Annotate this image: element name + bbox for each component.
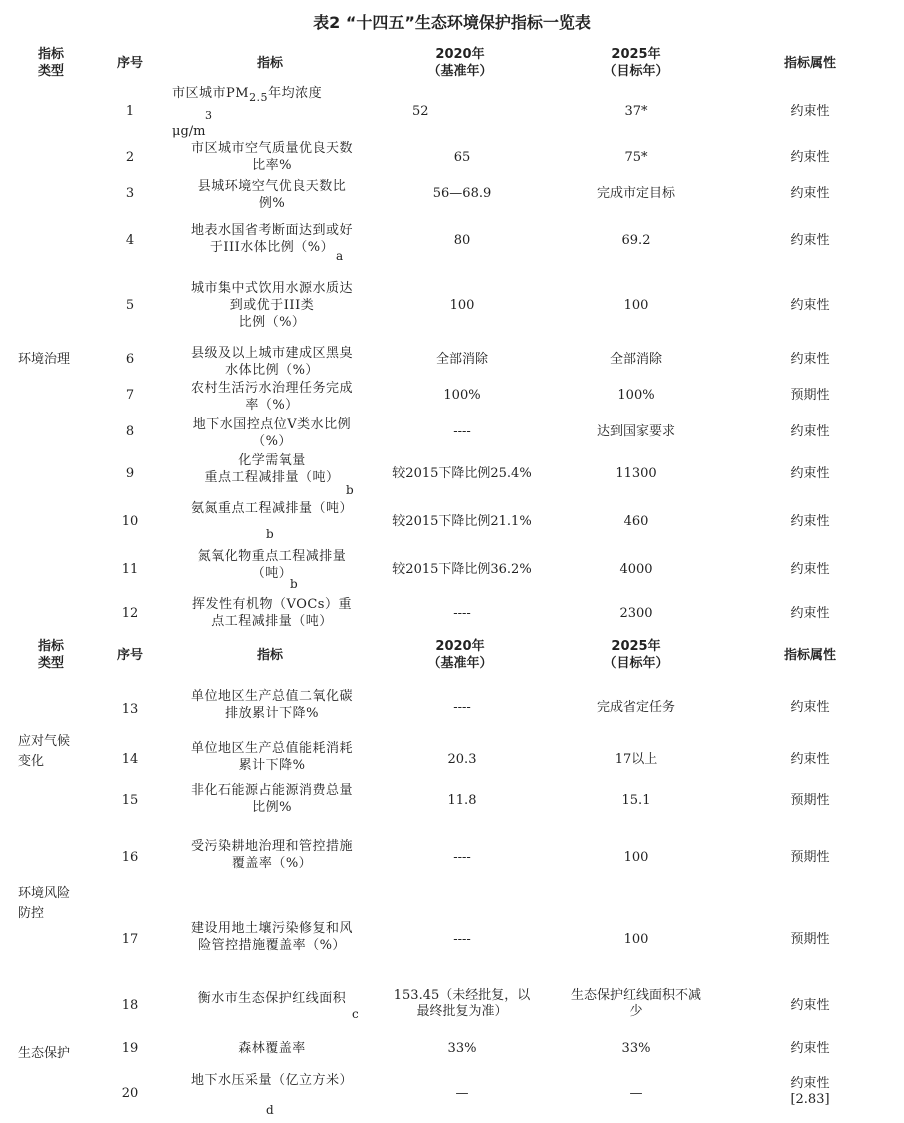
row-12-no: 12 (121, 606, 139, 621)
row-16-indicator: 受污染耕地治理和管控措施 覆盖率（%） (190, 839, 353, 871)
row-12-2025: 2300 (619, 606, 653, 621)
row-13-2025: 完成省定任务 (596, 700, 675, 715)
row-12-attribute: 约束性 (790, 606, 830, 621)
row-9-indicator: 化学需氧量 重点工程减排量（吨） (204, 453, 340, 485)
row-6-no: 6 (125, 352, 135, 367)
row-16-2020: ---- (453, 850, 471, 865)
row-10-2020: 较2015下降比例21.1% (392, 514, 532, 529)
row-13-no: 13 (121, 702, 139, 717)
row-12-indicator: 挥发性有机物（VOCs）重 点工程减排量（吨） (192, 597, 352, 629)
row-4-2020: 80 (453, 233, 471, 248)
row-10-no: 10 (121, 514, 139, 529)
row-6-attribute: 约束性 (790, 352, 830, 367)
row-3-2025: 完成市定目标 (596, 186, 675, 201)
row-4-indicator: 地表水国省考断面达到或好 于III水体比例（%） (190, 223, 353, 255)
row-4-no: 4 (125, 233, 135, 248)
row-13-attribute: 约束性 (790, 700, 830, 715)
header-2020: 2020年 （基准年） (427, 47, 493, 79)
row-1-indicator: 市区城市$PM_{2.5}$年均浓度 (172, 86, 323, 104)
row-18-attribute: 约束性 (790, 998, 830, 1013)
row-5-2025: 100 (623, 298, 649, 313)
row-4-attribute: 约束性 (790, 233, 830, 248)
row-5-2020: 100 (449, 298, 475, 313)
row-5-no: 5 (125, 298, 135, 313)
row-11-attribute: 约束性 (790, 562, 830, 577)
row-18-2025: 生态保护红线面积不减 少 (570, 988, 701, 1019)
category-ecological-protection: 生态保护 (18, 1046, 71, 1061)
row-10-note: b (266, 527, 274, 541)
header-no: 序号 (116, 56, 143, 71)
row-6-indicator: 县级及以上城市建成区黑臭 水体比例（%） (190, 346, 353, 378)
row-19-attribute: 约束性 (790, 1041, 830, 1056)
row-19-indicator: 森林覆盖率 (238, 1041, 306, 1056)
row-7-2025: 100% (617, 388, 655, 403)
row-14-2025: 17以上 (614, 752, 658, 767)
row-20-no: 20 (121, 1086, 139, 1101)
header-no: 序号 (116, 648, 143, 663)
row-18-note: c (352, 1007, 359, 1021)
row-9-2025: 11300 (615, 466, 657, 481)
row-14-indicator: 单位地区生产总值能耗消耗 累计下降% (190, 741, 353, 773)
row-11-2020: 较2015下降比例36.2% (392, 562, 532, 577)
row-11-indicator: 氮氧化物重点工程减排量 （吨） (197, 549, 347, 581)
row-10-2025: 460 (623, 514, 649, 529)
row-15-no: 15 (121, 793, 139, 808)
row-6-2025: 全部消除 (609, 352, 662, 367)
header-attribute: 指标属性 (783, 648, 836, 663)
row-3-no: 3 (125, 186, 135, 201)
row-9-note: b (346, 483, 354, 497)
row-4-note: a (336, 249, 344, 263)
row-1-2020: 52 (412, 104, 429, 119)
row-19-no: 19 (121, 1041, 139, 1056)
row-19-2020: 33% (447, 1041, 477, 1056)
row-11-no: 11 (121, 562, 139, 577)
row-16-attribute: 预期性 (790, 850, 830, 865)
table-title: 表2 “十四五”生态环境保护指标一览表 (313, 13, 591, 32)
row-17-2020: ---- (453, 932, 471, 947)
row-18-indicator: 衡水市生态保护红线面积 (197, 991, 347, 1006)
row-20-attribute: 约束性 [2.83] (790, 1076, 830, 1107)
row-16-2025: 100 (623, 850, 649, 865)
row-18-2020: 153.45（未经批复，以 最终批复为准） (393, 988, 531, 1019)
row-17-attribute: 预期性 (790, 932, 830, 947)
category-environment-governance: 环境治理 (18, 352, 71, 367)
row-2-2025: 75* (624, 150, 648, 165)
header-category: 指标 类型 (37, 47, 64, 79)
row-15-indicator: 非化石能源占能源消费总量 比例% (190, 783, 353, 815)
row-13-2020: ---- (453, 700, 471, 715)
row-14-no: 14 (121, 752, 139, 767)
row-14-2020: 20.3 (447, 752, 477, 767)
category-climate-change: 应对气候 变化 (18, 734, 71, 769)
row-20-note: d (266, 1103, 274, 1117)
header-2025: 2025年 （目标年） (603, 639, 669, 671)
row-19-2025: 33% (621, 1041, 651, 1056)
row-3-2020: 56—68.9 (432, 186, 492, 201)
row-1-no: 1 (125, 104, 135, 119)
row-1-attribute: 约束性 (790, 104, 830, 119)
row-16-no: 16 (121, 850, 139, 865)
row-1-2025: 37* (624, 104, 648, 119)
header-category: 指标 类型 (37, 639, 64, 671)
row-7-2020: 100% (443, 388, 481, 403)
row-8-2020: ---- (453, 424, 471, 439)
row-10-indicator: 氨氮重点工程减排量（吨） (190, 501, 353, 516)
row-12-2020: ---- (453, 606, 471, 621)
row-11-note: b (290, 577, 298, 591)
row-13-indicator: 单位地区生产总值二氧化碳 排放累计下降% (190, 689, 353, 721)
row-9-no: 9 (125, 466, 135, 481)
row-8-attribute: 约束性 (790, 424, 830, 439)
row-17-2025: 100 (623, 932, 649, 947)
row-7-attribute: 预期性 (790, 388, 830, 403)
row-1-superscript: 3 (205, 109, 212, 122)
row-15-2025: 15.1 (621, 793, 651, 808)
row-2-attribute: 约束性 (790, 150, 830, 165)
row-7-indicator: 农村生活污水治理任务完成 率（%） (190, 381, 353, 413)
row-2-no: 2 (125, 150, 135, 165)
row-2-2020: 65 (453, 150, 471, 165)
row-8-no: 8 (125, 424, 135, 439)
header-indicator: 指标 (256, 648, 283, 663)
row-4-2025: 69.2 (621, 233, 651, 248)
row-5-attribute: 约束性 (790, 298, 830, 313)
row-18-no: 18 (121, 998, 139, 1013)
row-8-indicator: 地下水国控点位V类水比例 （%） (192, 417, 352, 449)
header-indicator: 指标 (256, 56, 283, 71)
row-17-indicator: 建设用地土壤污染修复和风 险管控措施覆盖率（%） (190, 921, 353, 953)
row-7-no: 7 (125, 388, 135, 403)
row-3-indicator: 县城环境空气优良天数比 例% (197, 179, 347, 211)
category-environmental-risk: 环境风险 防控 (18, 886, 71, 921)
row-2-indicator: 市区城市空气质量优良天数 比率% (190, 141, 353, 173)
row-1-unit: μg/m (172, 124, 206, 139)
row-8-2025: 达到国家要求 (596, 424, 675, 439)
header-attribute: 指标属性 (783, 56, 836, 71)
header-2020: 2020年 （基准年） (427, 639, 493, 671)
row-3-attribute: 约束性 (790, 186, 830, 201)
row-20-indicator: 地下水压采量（亿立方米） (190, 1073, 353, 1088)
row-11-2025: 4000 (619, 562, 653, 577)
row-15-attribute: 预期性 (790, 793, 830, 808)
row-5-indicator: 城市集中式饮用水源水质达 到或优于III类 比例（%） (190, 281, 353, 330)
row-9-2020: 较2015下降比例25.4% (392, 466, 532, 481)
row-20-2025: — (629, 1086, 643, 1101)
row-14-attribute: 约束性 (790, 752, 830, 767)
row-15-2020: 11.8 (447, 793, 477, 808)
row-6-2020: 全部消除 (435, 352, 488, 367)
row-17-no: 17 (121, 932, 139, 947)
row-9-attribute: 约束性 (790, 466, 830, 481)
header-2025: 2025年 （目标年） (603, 47, 669, 79)
row-20-2020: — (455, 1086, 469, 1101)
row-10-attribute: 约束性 (790, 514, 830, 529)
